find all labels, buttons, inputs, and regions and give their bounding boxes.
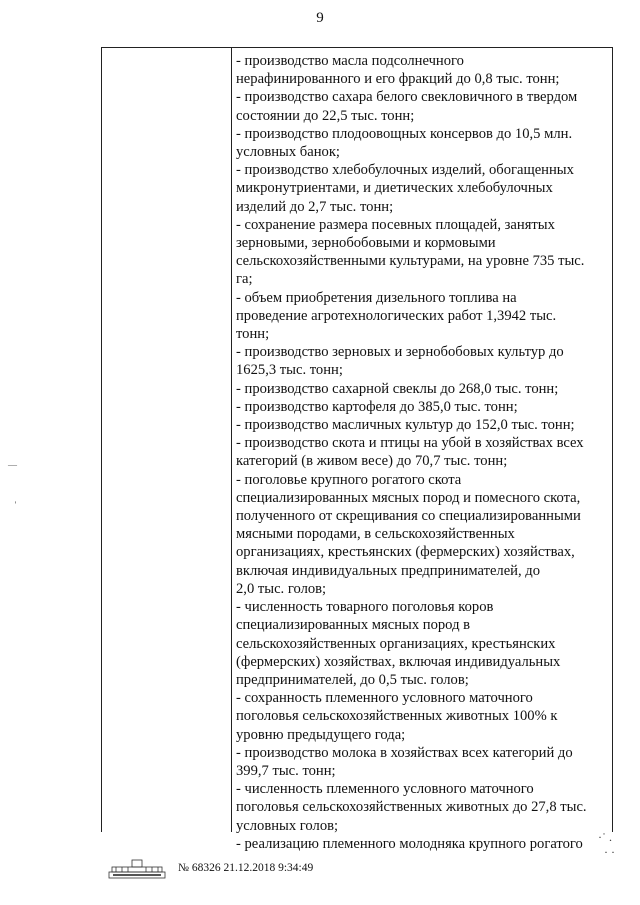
text-line: проведение агротехнологических работ 1,3942 тыс. [236,307,557,324]
text-line: изделий до 2,7 тыс. тонн; [236,198,394,215]
text-line: - производство молока в хозяйствах всех категорий до [236,744,573,761]
text-line: - сохранение размера посевных площадей, занятых [236,216,555,233]
text-line: организациях, крестьянских (фермерских) хозяйствах, [236,544,575,561]
scan-dots: ·˙ . · · [598,830,615,859]
text-line: условных банок; [236,144,340,161]
text-line: сельскохозяйственных организациях, крестьянских [236,635,556,652]
text-line: поголовья сельскохозяйственных животных до 27,8 тыс. [236,799,587,816]
text-line: - производство картофеля до 385,0 тыс. тонн; [236,398,518,415]
text-line: - производство зерновых и зернобобовых культур до [236,344,564,361]
text-line: микронутриентами, и диетических хлебобулочных [236,180,553,197]
text-line: 1625,3 тыс. тонн; [236,362,343,379]
text-line: - производство хлебобулочных изделий, обогащенных [236,162,574,179]
text-line: - объем приобретения дизельного топлива на [236,289,517,306]
text-line: зерновыми, зернобобовыми и кормовыми [236,235,496,252]
text-line: мясными породами, в сельскохозяйственных [236,526,515,543]
text-line: уровню предыдущего года; [236,726,406,743]
government-building-logo [108,858,166,880]
text-line: - производство скота и птицы на убой в хозяйствах всех [236,435,584,452]
footer [108,858,368,882]
text-line: - производство сахарной свеклы до 268,0 тыс. тонн; [236,380,559,397]
text-line: тонн; [236,326,270,343]
text-line: - производство масла подсолнечного [236,53,464,69]
text-line: - реализацию племенного молодняка крупного рогатого [236,835,583,852]
text-line: - производство сахара белого свекловичного в твердом [236,89,578,106]
text-line: га; [236,271,253,288]
text-line: условных голов; [236,817,339,834]
scan-marks: — ' [8,460,17,510]
text-line: - производство плодоовощных консервов до 10,5 млн. [236,125,573,142]
document-stamp: № 68326 21.12.2018 9:34:49 [178,862,314,874]
text-line: полученного от скрещивания со специализированными [236,508,581,525]
text-column [236,52,608,853]
text-line: специализированных мясных пород в [236,617,471,634]
text-line: - сохранность племенного условного маточного [236,690,533,707]
text-line: включая индивидуальных предпринимателей, до [236,562,541,579]
text-line: сельскохозяйственными культурами, на уровне 735 тыс. [236,253,585,270]
column-divider [231,48,232,832]
text-line: - поголовье крупного рогатого скота [236,471,462,488]
text-line: 2,0 тыс. голов; [236,580,327,597]
text-line: - численность товарного поголовья коров [236,599,494,616]
document-table [101,47,613,852]
text-line: состоянии до 22,5 тыс. тонн; [236,107,415,124]
text-line: - производство масличных культур до 152,0 тыс. тонн; [236,417,575,434]
text-line: (фермерских) хозяйствах, включая индивидуальных [236,653,561,670]
text-line: предпринимателей, до 0,5 тыс. голов; [236,671,469,688]
text-line: категорий (в живом весе) до 70,7 тыс. тонн; [236,453,508,470]
page-number: 9 [316,10,324,26]
text-line: - численность племенного условного маточного [236,781,534,798]
text-line: специализированных мясных пород и помесного скота, [236,489,581,506]
text-line: 399,7 тыс. тонн; [236,762,336,779]
text-line: нерафинированного и его фракций до 0,8 тыс. тонн; [236,71,560,88]
text-line: поголовья сельскохозяйственных животных 100% к [236,708,558,725]
